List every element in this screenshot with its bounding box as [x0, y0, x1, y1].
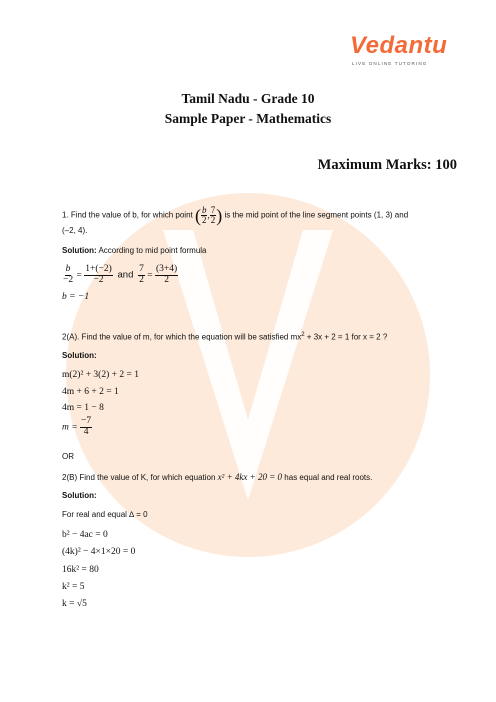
question-2a-text-end: + 3x + 2 = 1 for x = 2 ?	[304, 332, 388, 342]
eq2-rhs-num: (3+4)	[155, 264, 178, 274]
question-2a-line	[62, 332, 387, 342]
line4-num: −7	[81, 416, 92, 426]
question-2b-solution-label: Solution:	[62, 491, 97, 500]
solution-text: According to mid point formula	[98, 246, 207, 255]
question-1-result: b = −1	[62, 292, 90, 302]
eq2-rhs-den: 2	[164, 274, 169, 285]
question-2b-text-b: has equal and real roots.	[284, 473, 373, 482]
question-1-text-b: is the mid point of the line segment points (1, 3) and	[224, 210, 409, 220]
line4-den: 4	[83, 426, 89, 437]
maximum-marks: Maximum Marks: 100	[317, 157, 457, 173]
question-2a-line4	[62, 417, 92, 438]
eq1-rhs-den: −2	[93, 274, 104, 285]
question-2b-line	[62, 472, 372, 482]
paper-subtitle: Sample Paper - Mathematics	[164, 111, 332, 126]
question-2a-text: 2(A). Find the value of m, for which the equation will be satisfied mx	[62, 332, 302, 342]
point-7: 7	[210, 204, 216, 215]
solution-label: Solution:	[62, 246, 97, 255]
or-separator: OR	[62, 452, 74, 461]
eq1-rhs-num: 1+(−2)	[85, 264, 112, 274]
vedantu-logo	[344, 30, 462, 72]
question-1-text-a: 1. Find the value of b, for which point	[62, 210, 193, 220]
question-2a-line1: m(2)² + 3(2) + 2 = 1	[62, 370, 139, 380]
question-1-equation: $\frac{b}{-2}$ = $\frac{1+(-2)}{-2}$ and $\frac{7}{2}$ = $\frac{(3+4)}{2}$	[63, 264, 178, 285]
question-2a-line2: 4m + 6 + 2 = 1	[62, 387, 119, 397]
eq2-lhs-den: 2	[139, 274, 144, 285]
logo-wordmark: Vedantu	[350, 32, 448, 59]
question-1-text-c: (–2, 4).	[62, 226, 88, 235]
point-b: b	[201, 204, 207, 215]
question-1-line	[62, 205, 408, 226]
question-2b-text-a: 2(B) Find the value of K, for which equation	[62, 473, 216, 482]
question-2b-line5: k = √5	[62, 599, 87, 609]
logo-tagline: LIVE ONLINE TUTORING	[352, 61, 428, 66]
question-1-solution	[62, 246, 207, 255]
point-2a: 2	[201, 215, 207, 225]
question-2a-line3: 4m = 1 − 8	[62, 403, 104, 413]
question-2a-sup: 2	[301, 332, 305, 338]
line4-lhs: m =	[62, 422, 78, 433]
question-2b-line2: (4k)² − 4×1×20 = 0	[62, 547, 136, 557]
eq1-lhs-den: −2	[63, 274, 74, 285]
question-1-point: ( $\frac{b}{2}$ , $\frac{7}{2}$ )	[194, 204, 223, 225]
eq2-lhs-num: 7	[139, 264, 144, 274]
point-2b: 2	[210, 215, 216, 225]
question-2b-line1: b² − 4ac = 0	[62, 530, 108, 540]
question-2b-line4: k² = 5	[62, 582, 85, 592]
question-2b-line3: 16k² = 80	[62, 565, 99, 575]
paper-title: Tamil Nadu - Grade 10	[181, 91, 315, 106]
and-text: and	[117, 269, 134, 281]
question-2a-solution-label: Solution:	[62, 351, 97, 360]
question-2b-condition: For real and equal ∆ = 0	[62, 510, 148, 519]
question-2b-equation: x² + 4kx + 20 = 0	[217, 472, 283, 482]
eq1-lhs-num: b	[65, 264, 71, 274]
